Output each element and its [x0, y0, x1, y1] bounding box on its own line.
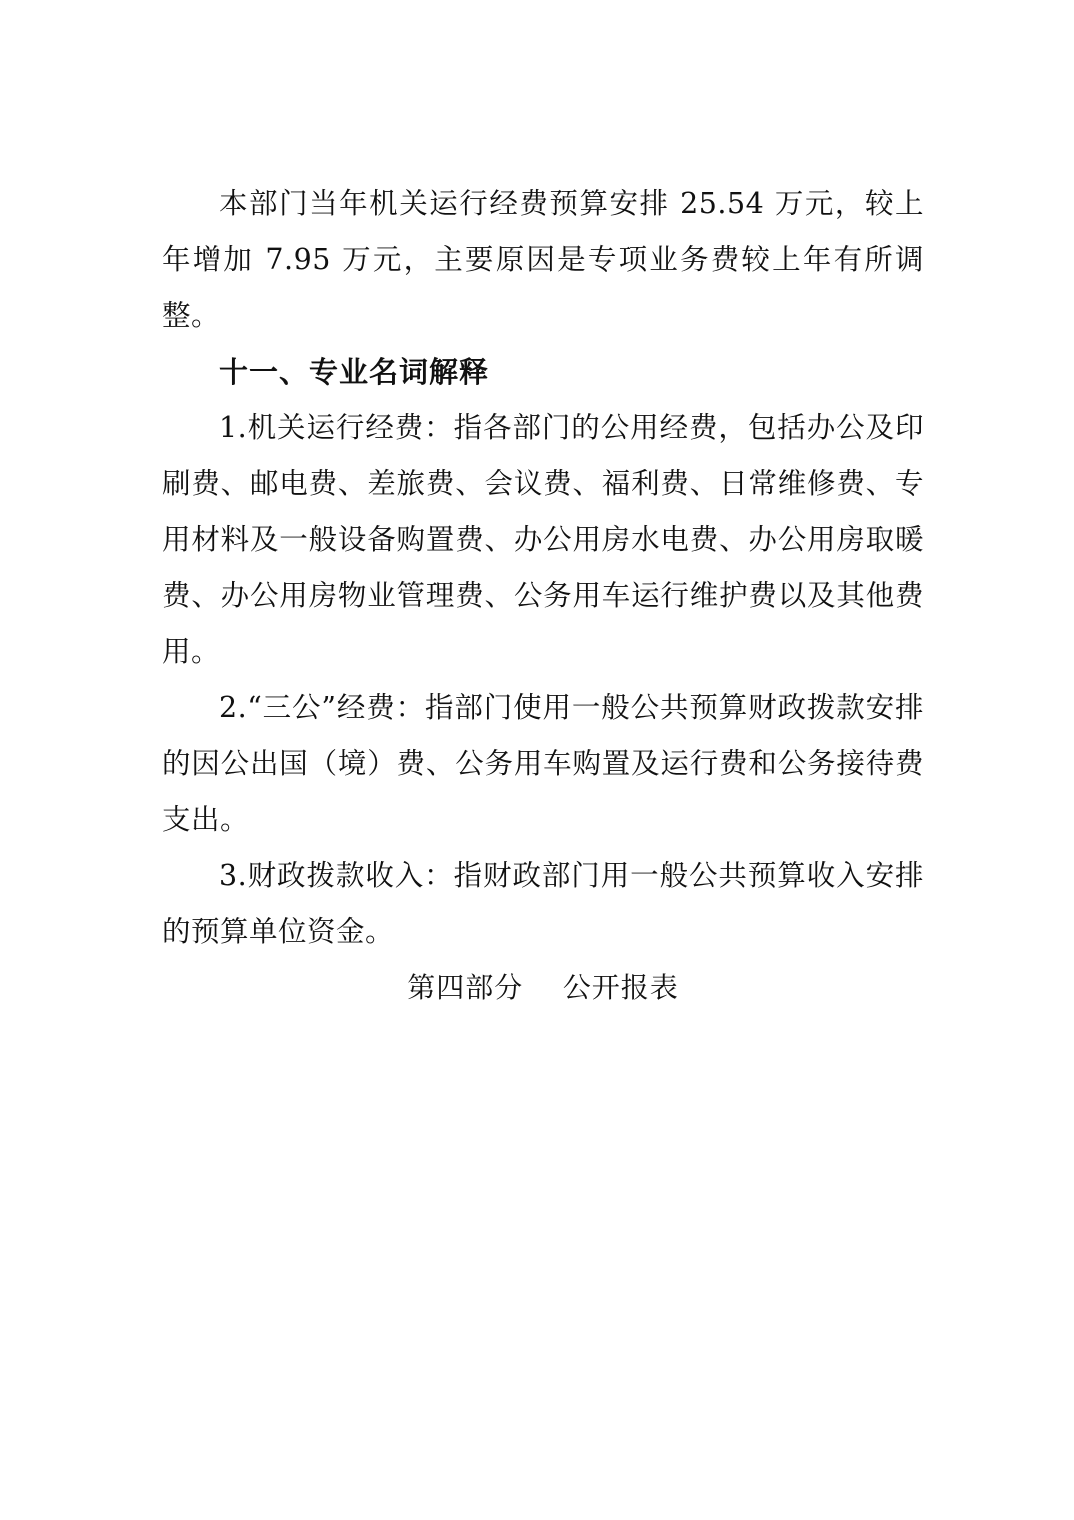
document-page: [162, 176, 924, 1016]
definition-three-public-expenses: 2.“三公”经费：指部门使用一般公共预算财政拨款安排的因公出国（境）费、公务用车购置及运行费和公务接待费支出。: [162, 691, 924, 836]
paragraph-operating-budget: 本部门当年机关运行经费预算安排 25.54 万元，较上年增加 7.95 万元，主要原因是专项业务费较上年有所调整。: [162, 187, 924, 332]
section-heading-glossary: 十一、专业名词解释: [219, 355, 490, 389]
definition-operating-expenses: 1.机关运行经费：指各部门的公用经费，包括办公及印刷费、邮电费、差旅费、会议费、福利费、日常维修费、专用材料及一般设备购置费、办公用房水电费、办公用房取暖费、办公用房物业管理费、公务用车运行维护费以及其他费用。: [162, 411, 924, 668]
part-four-title: 第四部分 公开报表: [407, 971, 679, 1004]
definition-fiscal-appropriation-income: 3.财政拨款收入：指财政部门用一般公共预算收入安排的预算单位资金。: [162, 859, 924, 948]
